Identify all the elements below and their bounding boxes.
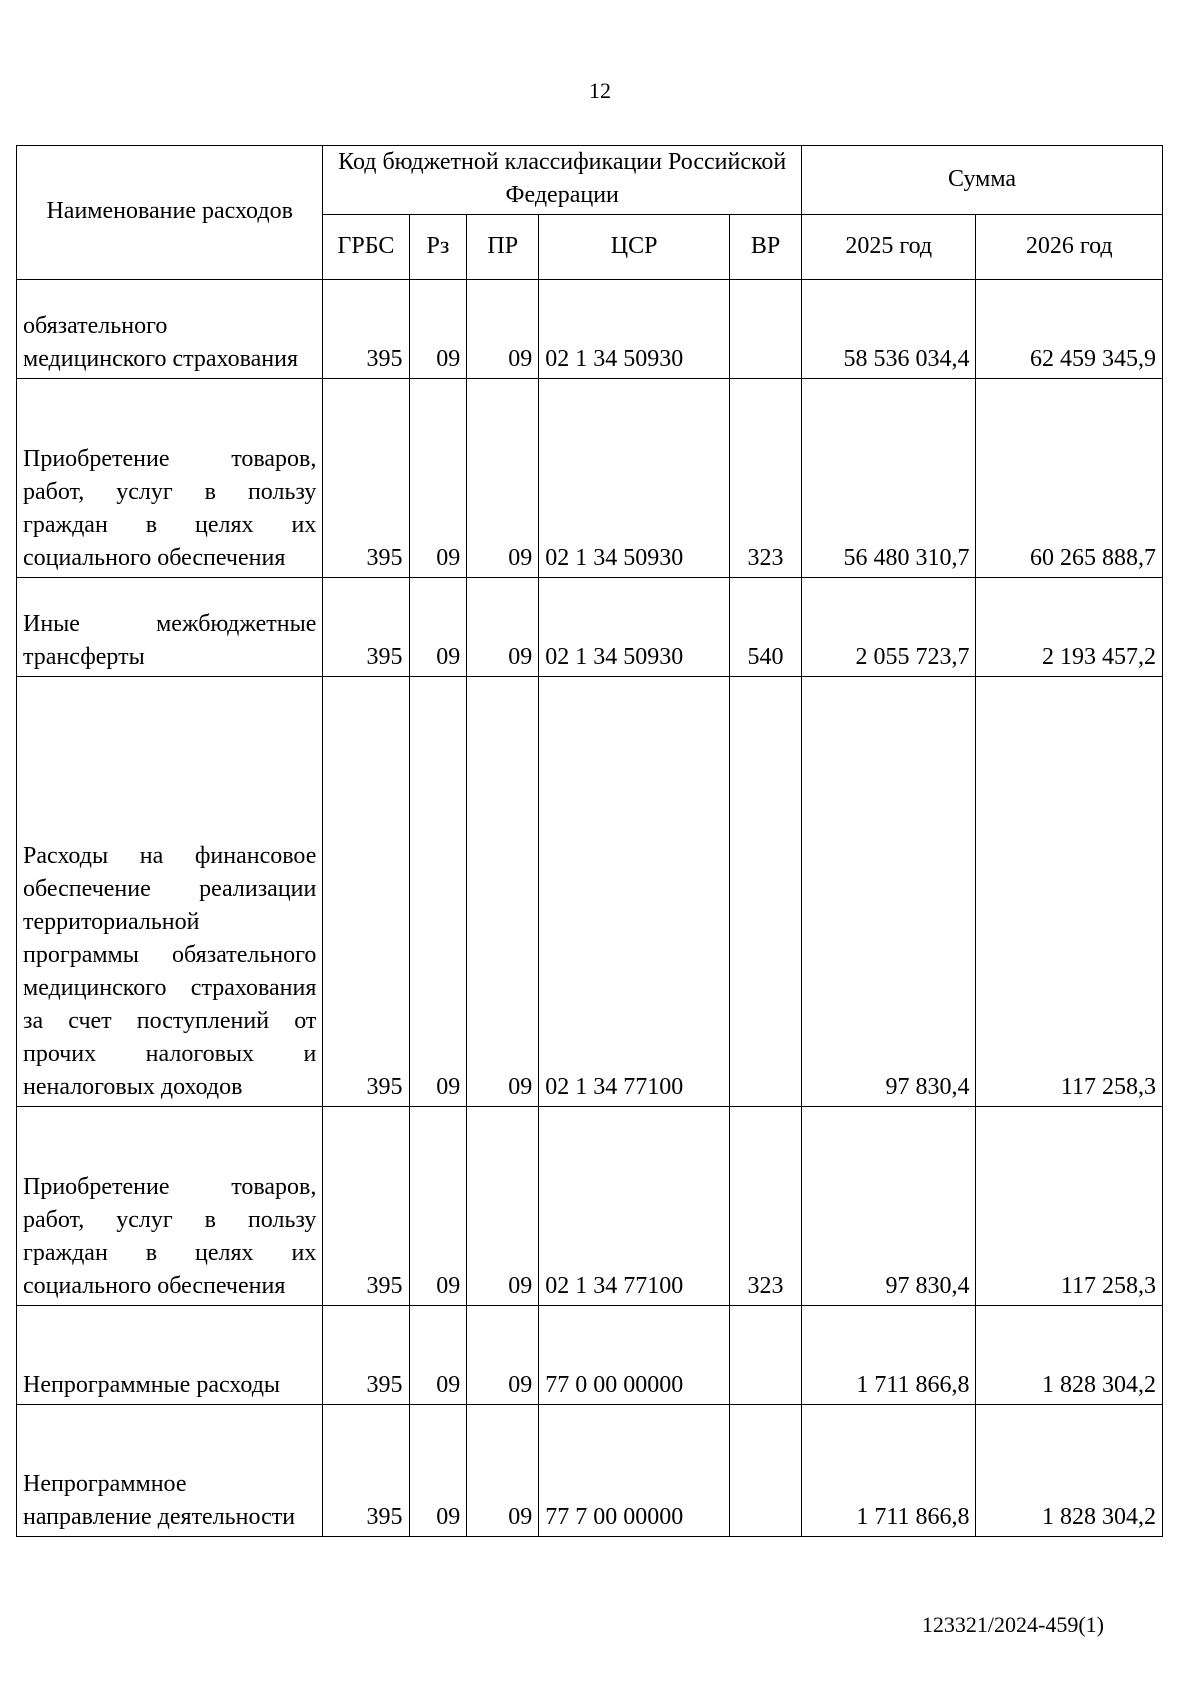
row-csr: 02 1 34 77100 xyxy=(539,677,730,1107)
header-pr: ПР xyxy=(467,215,539,280)
page-number: 12 xyxy=(589,78,611,103)
row-pr: 09 xyxy=(467,578,539,677)
row-2026: 117 258,3 xyxy=(976,1107,1163,1306)
header-grbs: ГРБС xyxy=(323,215,409,280)
row-pr: 09 xyxy=(467,1107,539,1306)
row-2026: 1 828 304,2 xyxy=(976,1405,1163,1537)
row-grbs: 395 xyxy=(323,1405,409,1537)
row-grbs: 395 xyxy=(323,677,409,1107)
table-row xyxy=(17,280,1163,379)
row-pr: 09 xyxy=(467,677,539,1107)
row-2025: 97 830,4 xyxy=(802,677,976,1107)
row-rz: 09 xyxy=(409,1107,467,1306)
table-row xyxy=(17,379,1163,578)
budget-table xyxy=(16,145,1163,1537)
row-rz: 09 xyxy=(409,578,467,677)
row-csr: 02 1 34 50930 xyxy=(539,578,730,677)
row-name: Непрограммное направление деятельности xyxy=(17,1405,323,1537)
row-vr xyxy=(730,1306,802,1405)
row-2025: 2 055 723,7 xyxy=(802,578,976,677)
row-2026: 62 459 345,9 xyxy=(976,280,1163,379)
table-row xyxy=(17,578,1163,677)
row-name: Непрограммные расходы xyxy=(17,1306,323,1405)
row-pr: 09 xyxy=(467,1306,539,1405)
row-rz: 09 xyxy=(409,1405,467,1537)
row-vr: 323 xyxy=(730,379,802,578)
row-2026: 2 193 457,2 xyxy=(976,578,1163,677)
row-vr: 323 xyxy=(730,1107,802,1306)
header-vr: ВР xyxy=(730,215,802,280)
table-row xyxy=(17,1306,1163,1405)
row-rz: 09 xyxy=(409,280,467,379)
row-2026: 1 828 304,2 xyxy=(976,1306,1163,1405)
row-vr xyxy=(730,1405,802,1537)
header-sum-group: Сумма xyxy=(802,146,1163,215)
header-csr: ЦСР xyxy=(539,215,730,280)
row-grbs: 395 xyxy=(323,1107,409,1306)
row-csr: 02 1 34 50930 xyxy=(539,379,730,578)
row-2025: 97 830,4 xyxy=(802,1107,976,1306)
row-grbs: 395 xyxy=(323,578,409,677)
row-csr: 02 1 34 77100 xyxy=(539,1107,730,1306)
row-name: Иные межбюджетные трансферты xyxy=(17,578,323,677)
row-2026: 60 265 888,7 xyxy=(976,379,1163,578)
header-rz: Рз xyxy=(409,215,467,280)
row-2025: 1 711 866,8 xyxy=(802,1306,976,1405)
table-row xyxy=(17,1405,1163,1537)
row-vr: 540 xyxy=(730,578,802,677)
row-pr: 09 xyxy=(467,1405,539,1537)
table-row xyxy=(17,677,1163,1107)
header-2026: 2026 год xyxy=(976,215,1163,280)
row-name: Приобретение товаров, работ, услуг в пользу граждан в целях их социального обеспечения xyxy=(17,379,323,578)
header-code-group: Код бюджетной классификации Российской Федерации xyxy=(323,146,802,215)
row-2025: 1 711 866,8 xyxy=(802,1405,976,1537)
row-vr xyxy=(730,280,802,379)
row-name: Расходы на финансовое обеспечение реализации территориальной программы обязательного медицинского страхования за счет поступлений от прочих налоговых и неналоговых доходов xyxy=(17,677,323,1107)
row-pr: 09 xyxy=(467,280,539,379)
row-name: Приобретение товаров, работ, услуг в пользу граждан в целях их социального обеспечения xyxy=(17,1107,323,1306)
row-grbs: 395 xyxy=(323,280,409,379)
row-vr xyxy=(730,677,802,1107)
row-pr: 09 xyxy=(467,379,539,578)
table-row xyxy=(17,1107,1163,1306)
header-name: Наименование расходов xyxy=(17,146,323,280)
row-csr: 77 7 00 00000 xyxy=(539,1405,730,1537)
row-2025: 58 536 034,4 xyxy=(802,280,976,379)
row-2025: 56 480 310,7 xyxy=(802,379,976,578)
row-rz: 09 xyxy=(409,1306,467,1405)
row-grbs: 395 xyxy=(323,1306,409,1405)
row-rz: 09 xyxy=(409,379,467,578)
row-2026: 117 258,3 xyxy=(976,677,1163,1107)
row-name: обязательного медицинского страхования xyxy=(17,280,323,379)
row-grbs: 395 xyxy=(323,379,409,578)
row-rz: 09 xyxy=(409,677,467,1107)
document-code: 123321/2024-459(1) xyxy=(921,1612,1104,1637)
header-2025: 2025 год xyxy=(802,215,976,280)
row-csr: 02 1 34 50930 xyxy=(539,280,730,379)
row-csr: 77 0 00 00000 xyxy=(539,1306,730,1405)
